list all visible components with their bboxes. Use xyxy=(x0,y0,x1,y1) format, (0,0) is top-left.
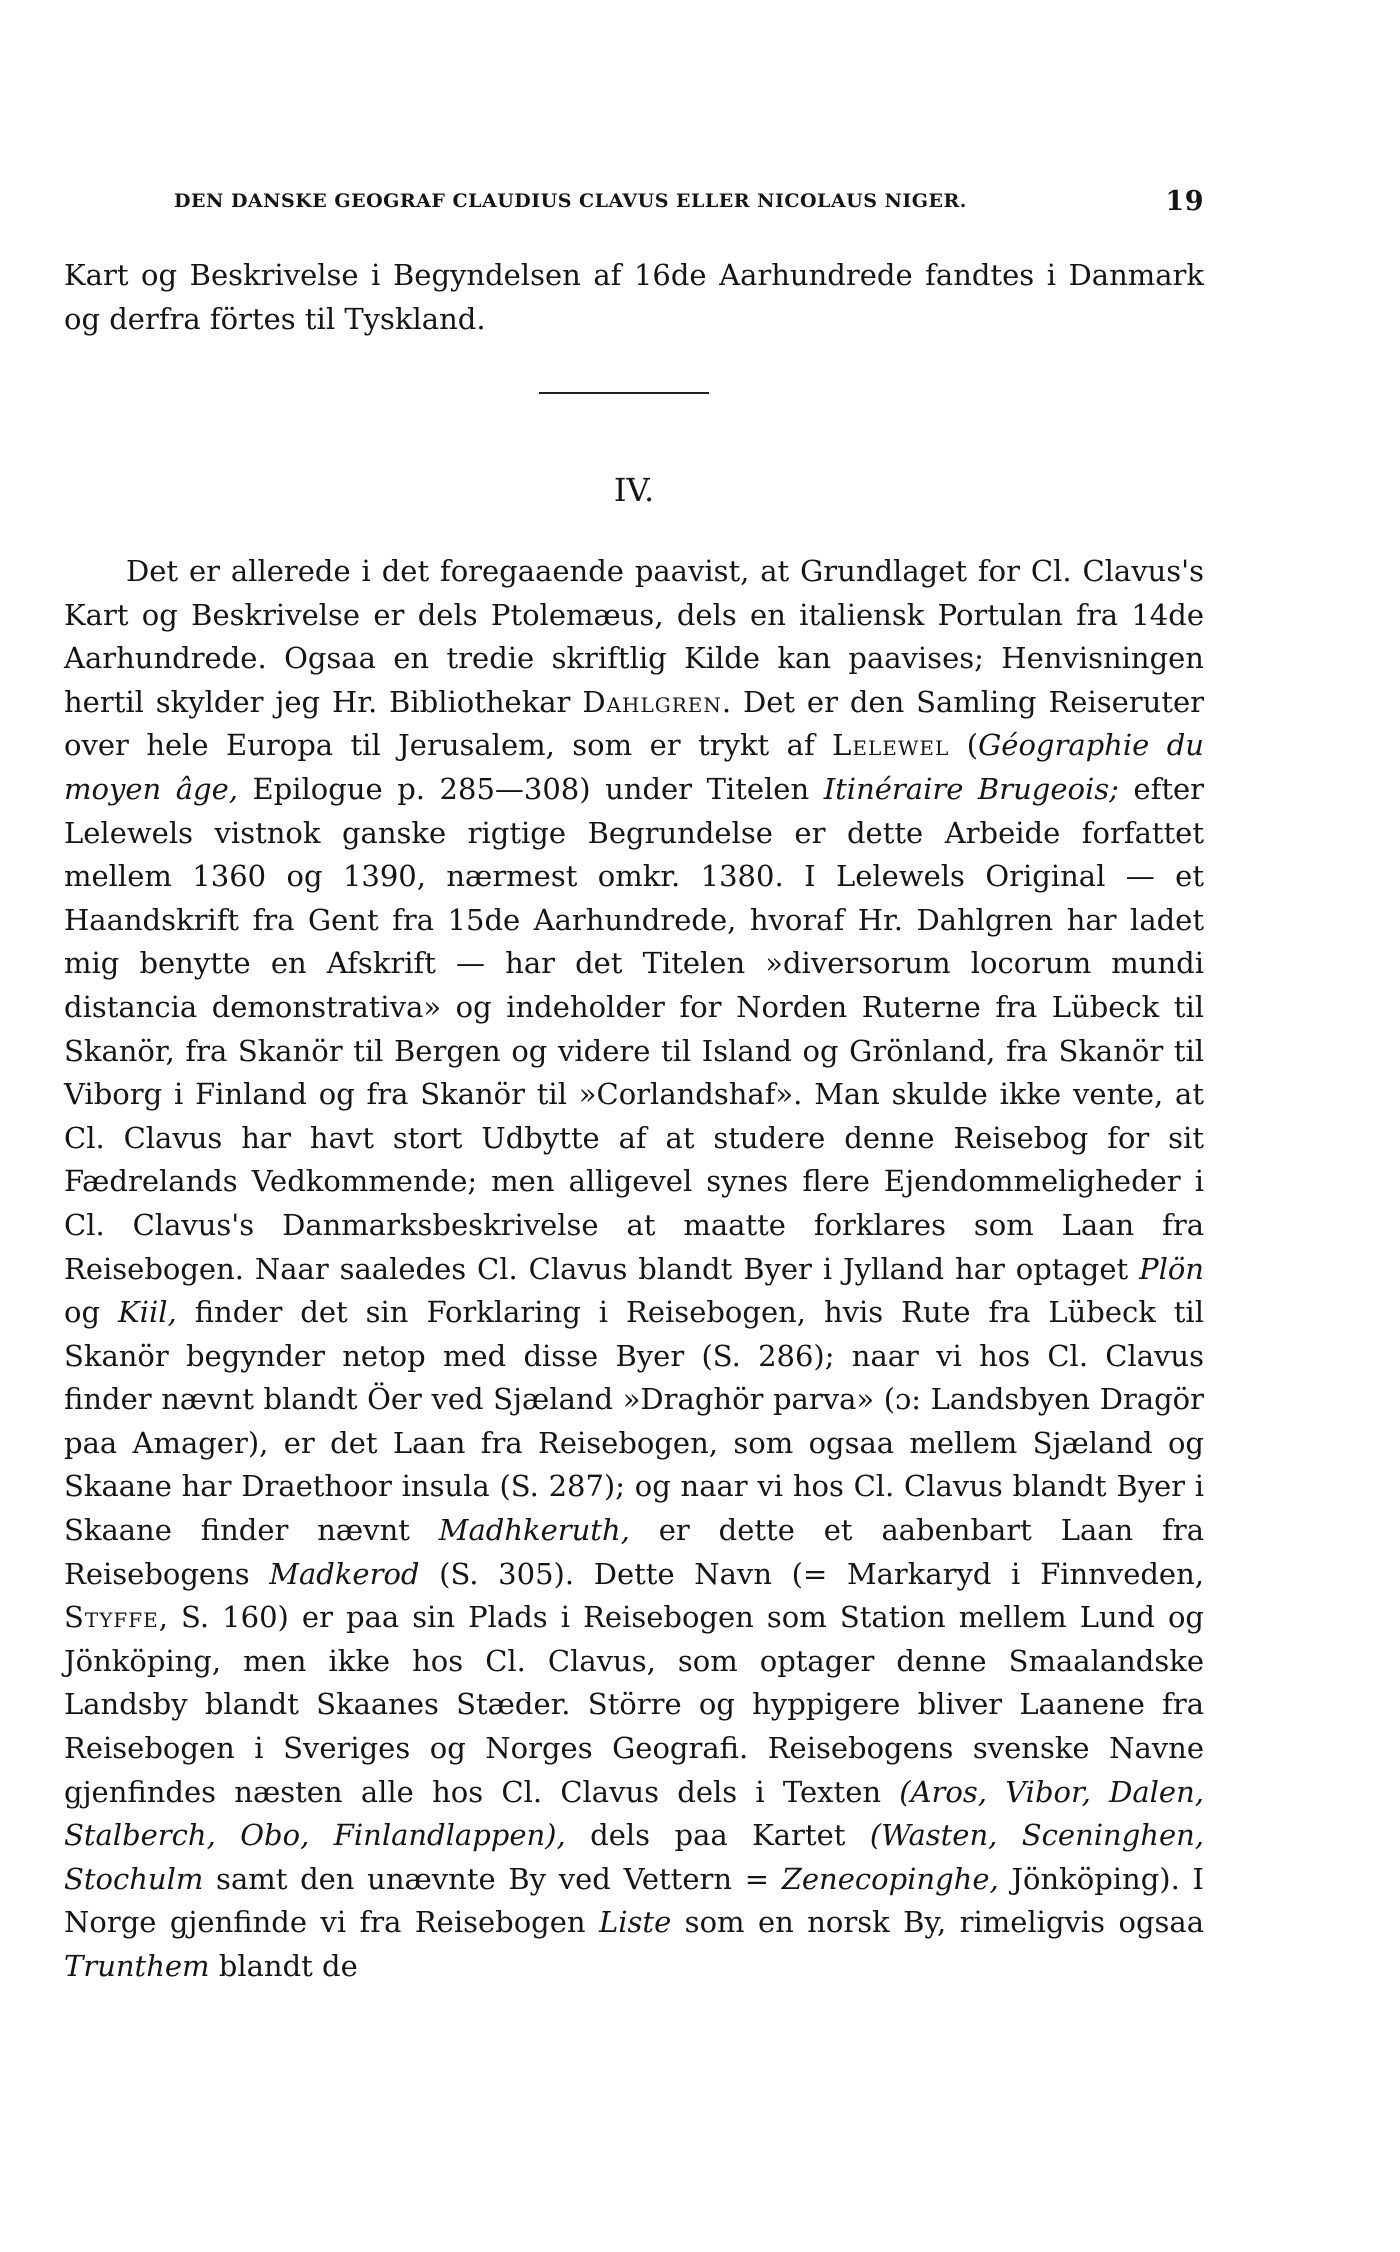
running-head xyxy=(174,186,1204,217)
paragraph-top: Kart og Beskrivelse i Begyndelsen af 16de Aarhundrede fandtes i Danmark og derfra förtes til Tyskland. xyxy=(64,258,1204,336)
text-run: (S. 305). Dette Navn (= Markaryd i Finnveden, xyxy=(419,1556,1204,1591)
text-run: dels paa Kartet xyxy=(565,1818,870,1853)
place-madhkeruth: Madhkeruth, xyxy=(438,1513,630,1548)
place-list-kart: (Wasten, Sceninghen, Stochulm xyxy=(64,1818,1205,1896)
text-run: Epilogue p. 285—308) under Titelen xyxy=(237,771,824,806)
text-run: er dette et aabenbart Laan fra Reisebogens xyxy=(64,1513,1204,1591)
text-run: ( xyxy=(949,728,979,763)
running-title: DEN DANSKE GEOGRAF CLAUDIUS CLAVUS ELLER NICOLAUS NIGER. xyxy=(174,190,967,212)
name-dahlgren: Dahlgren xyxy=(582,684,722,719)
text-run: og xyxy=(64,1295,118,1330)
text-run: samt den unævnte By ved Vettern = xyxy=(203,1861,782,1896)
text-run: Det er allerede i det foregaaende paavist, at Grundlaget for Cl. Clavus's Kart og Beskrivelse er dels Ptolemæus, dels en italiensk Portulan fra 14de Aarhundrede. Ogsaa en tredie skriftlig Kilde kan paavises; Henvisningen hertil skylder jeg Hr. Bibliothekar xyxy=(64,554,1204,719)
paragraph-main xyxy=(64,550,1204,1989)
name-styffe: Styffe xyxy=(64,1600,159,1635)
text-run: blandt de xyxy=(209,1949,358,1983)
title-itineraire: Itinéraire Brugeois; xyxy=(823,771,1119,806)
text-run: Jönköping). I Norge gjenfinde vi fra Reisebogen xyxy=(64,1861,1204,1940)
text-run: . Det er den Samling Reiseruter over hele Europa til Jerusalem, som er trykt af xyxy=(64,684,1204,763)
place-madkerod: Madkerod xyxy=(269,1556,420,1591)
book-page xyxy=(64,0,1204,2252)
title-geographie: Géographie du moyen âge, xyxy=(64,728,1204,806)
place-kiil: Kiil, xyxy=(118,1295,177,1330)
place-list-text: (Aros, Vibor, Dalen, Stalberch, Obo, Finlandlappen), xyxy=(64,1774,1204,1853)
name-lelewel: Lelewel xyxy=(832,728,950,763)
place-zenecopinghe: Zenecopinghe, xyxy=(781,1861,999,1896)
place-trunthem: Trunthem xyxy=(64,1949,210,1983)
text-run: finder det sin Forklaring i Reisebogen, hvis Rute fra Lübeck til Skanör begynder netop med disse Byer (S. 286); naar vi hos Cl. Clavus finder nævnt blandt Öer ved Sjæland »Draghör parva» (ɔ: Landsbyen Dragör paa Amager), er det Laan fra Reisebogen, som ogsaa mellem Sjæland og Skaane har Draethoor insula (S. 287); og naar vi hos Cl. Clavus blandt Byer i Skaane finder nævnt xyxy=(64,1295,1204,1548)
text-run: efter Lelewels vistnok ganske rigtige Begrundelse er dette Arbeide forfattet mellem 1360 og 1390, nærmest omkr. 1380. I Lelewels Original — et Haandskrift fra Gent fra 15de Aarhundrede, hvoraf Hr. Dahlgren har ladet mig benytte en Afskrift — har det Titelen »diversorum locorum mundi distancia demonstrativa» og indeholder for Norden Ruterne fra Lübeck til Skanör, fra Skanör til Bergen og videre til Island og Grönland, fra Skanör til Viborg i Finland og fra Skanör til »Corlandshaf». Man skulde ikke vente, at Cl. Clavus har havt stort Udbytte af at studere denne Reisebog for sit Fædrelands Vedkommende; men alligevel synes flere Ejendommeligheder i Cl. Clavus's Danmarksbeskrivelse at maatte forklares som Laan fra Reisebogen. Naar saaledes Cl. Clavus blandt Byer i Jylland har optaget xyxy=(64,771,1204,1286)
section-divider xyxy=(539,392,709,394)
place-liste: Liste xyxy=(599,1905,672,1940)
section-heading: IV. xyxy=(613,471,655,509)
text-run: som en norsk By, rimeligvis ogsaa xyxy=(671,1905,1204,1940)
page-number: 19 xyxy=(1165,186,1204,217)
text-run: , S. 160) er paa sin Plads i Reisebogen som Station mellem Lund og Jönköping, men ikke hos Cl. Clavus, som optager denne Smaalandske Landsby blandt Skaanes Stæder. Större og hyppigere bliver Laanene fra Reisebogen i Sveriges og Norges Geografi. Reisebogens svenske Navne gjenfindes næsten alle hos Cl. Clavus dels i Texten xyxy=(64,1600,1204,1809)
place-plon: Plön xyxy=(1139,1251,1204,1286)
